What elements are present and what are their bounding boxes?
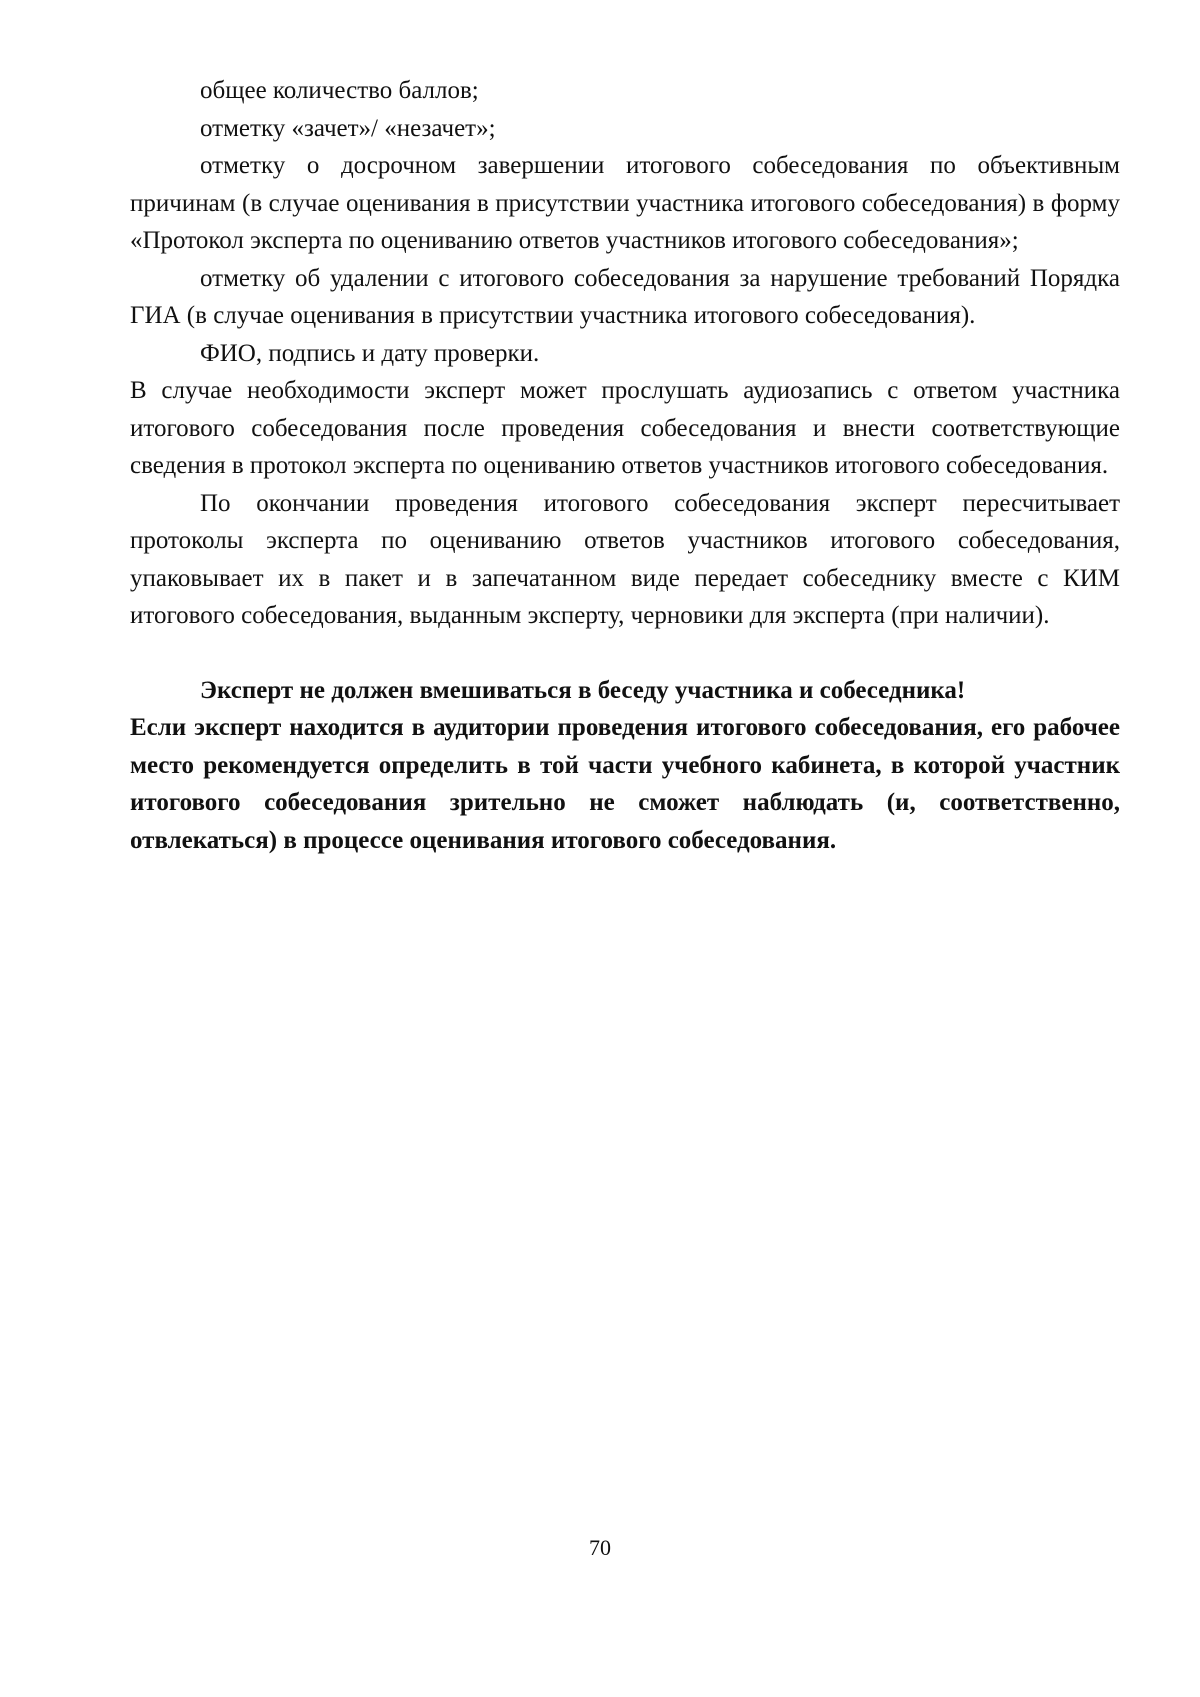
document-body: [130, 72, 1120, 859]
paragraph-audio-review: В случае необходимости эксперт может прослушать аудиозапись с ответом участника итогового собеседования после проведения собеседования и внести соответствующие сведения в протокол эксперта по оцениванию ответов участников итогового собеседования.: [130, 377, 1120, 479]
paragraph-protocol-handover: По окончании проведения итогового собеседования эксперт пересчитывает протоколы эксперта по оцениванию ответов участников итогового собеседования, упаковывает их в пакет и в запечатанном виде передает собеседнику вместе с КИМ итогового собеседования, выданным эксперту, черновики для эксперта (при наличии).: [130, 489, 1120, 629]
list-item-removal-mark: отметку об удалении с итогового собеседования за нарушение требований Порядка ГИА (в случае оценивания в присутствии участника итогового собеседования).: [130, 264, 1120, 329]
list-item-early-termination: отметку о досрочном завершении итогового собеседования по объективным причинам (в случае оценивания в присутствии участника итогового собеседования) в форму «Протокол эксперта по оцениванию ответов участников итогового собеседования»;: [130, 152, 1120, 254]
list-item-signature: ФИО, подпись и дату проверки.: [200, 339, 540, 367]
notice-body: Если эксперт находится в аудитории проведения итогового собеседования, его рабочее место рекомендуется определить в той части учебного кабинета, в которой участник итогового собеседования зрительно не сможет наблюдать (и, соответственно, отвлекаться) в процессе оценивания итогового собеседования.: [130, 714, 1120, 854]
list-item-total-score: общее количество баллов;: [200, 77, 479, 104]
notice-heading: Эксперт не должен вмешиваться в беседу участника и собеседника!: [200, 676, 966, 704]
list-item-pass-mark: отметку «зачет»/ «незачет»;: [200, 114, 496, 142]
bold-notice: [130, 672, 1120, 860]
paragraph-spacer: [130, 635, 1120, 672]
page-number: 70: [589, 1535, 611, 1560]
